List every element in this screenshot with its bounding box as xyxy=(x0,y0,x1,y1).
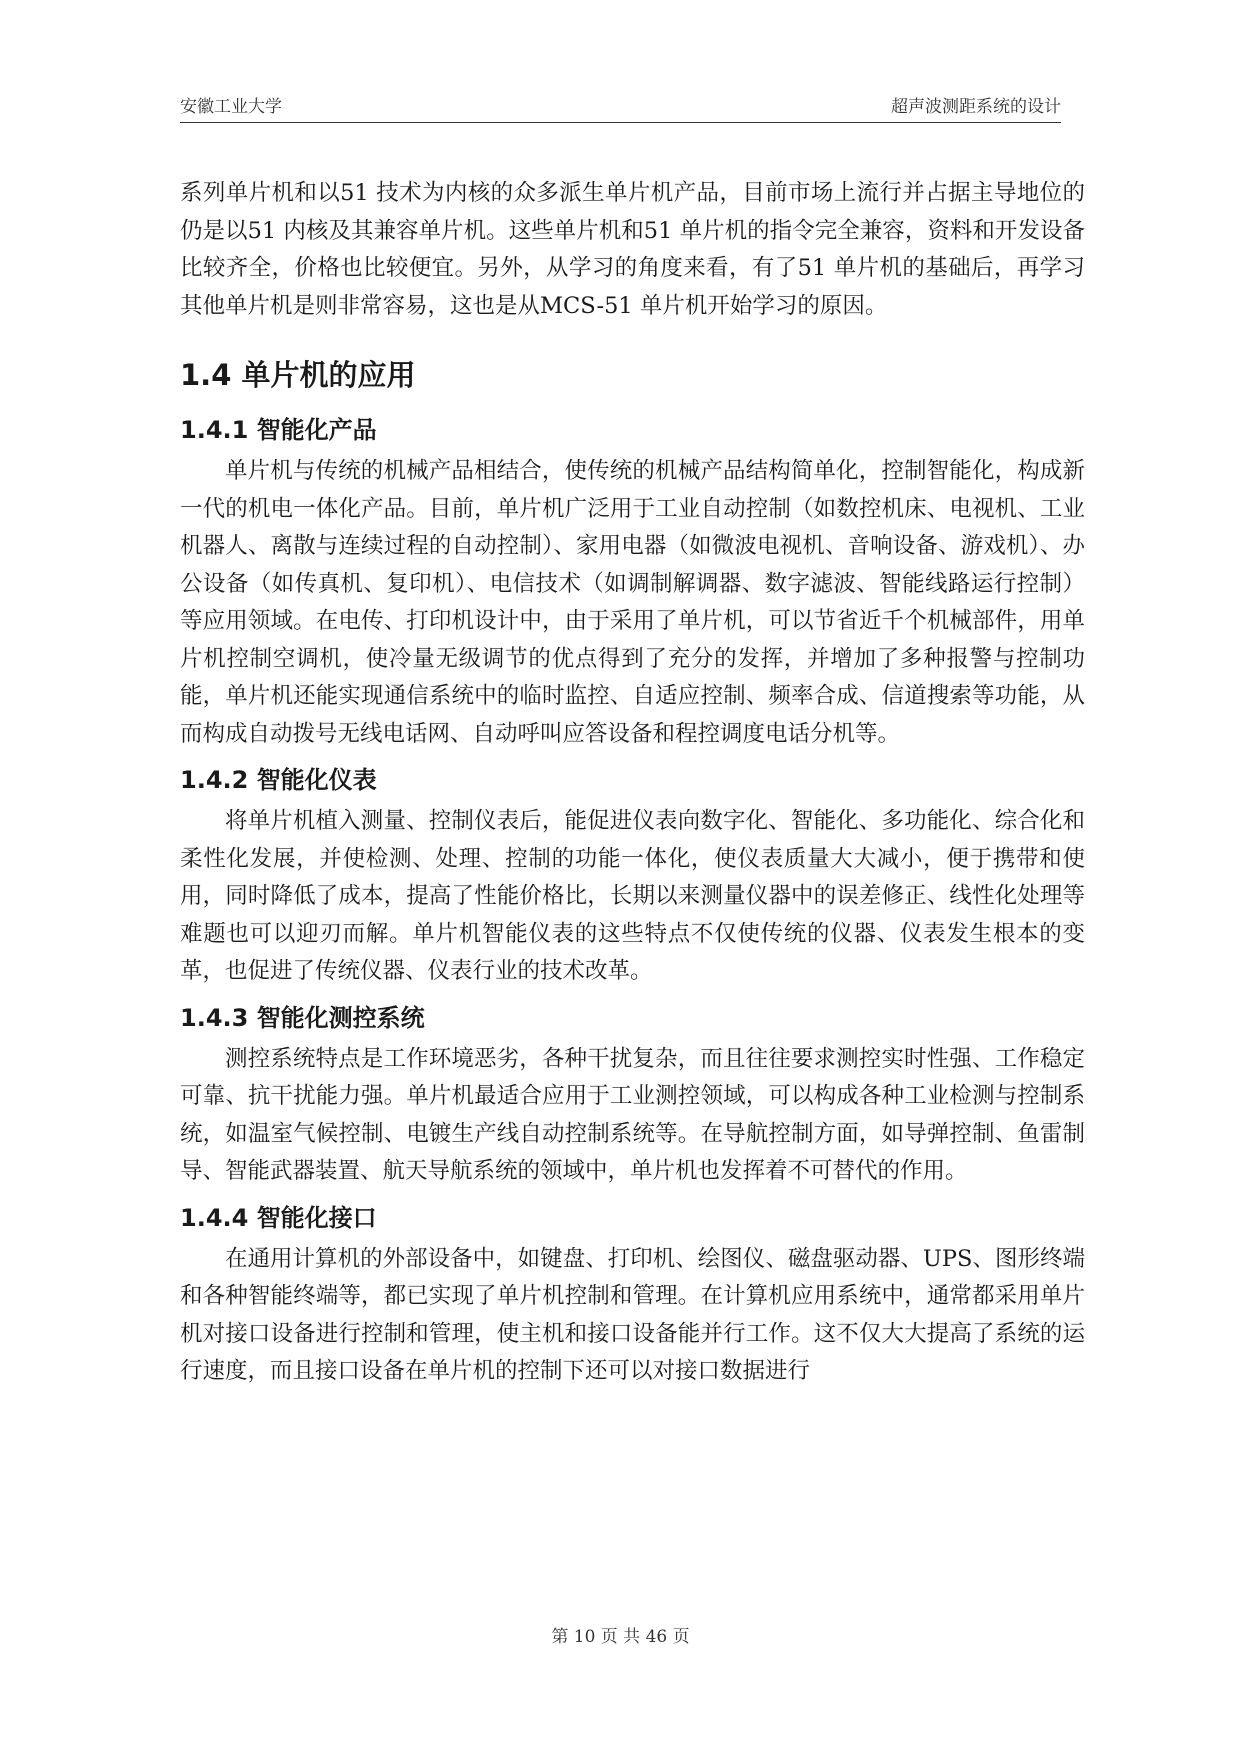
header-thesis-title: 超声波测距系统的设计 xyxy=(891,97,1061,117)
subsection-body-3: 测控系统特点是工作环境恶劣，各种干扰复杂，而且往往要求测控实时性强、工作稳定可靠、抗干扰能力强。单片机最适合应用于工业测控领域，可以构成各种工业检测与控制系统，如温室气候控制、电镀生产线自动控制系统等。在导航控制方面，如导弹控制、鱼雷制导、智能武器装置、航天导航系统的领域中，单片机也发挥着不可替代的作用。 xyxy=(180,1045,1085,1184)
header-university: 安徽工业大学 xyxy=(180,97,282,117)
subsection-title-4: 1.4.4 智能化接口 xyxy=(180,1203,377,1232)
subsection-body-1: 单片机与传统的机械产品相结合，使传统的机械产品结构简单化，控制智能化，构成新一代的机电一体化产品。目前，单片机广泛用于工业自动控制（如数控机床、电视机、工业机器人、离散与连续过程的自动控制）、家用电器（如微波电视机、音响设备、游戏机）、办公设备（如传真机、复印机）、电信技术（如调制解调器、数字滤波、智能线路运行控制）等应用领域。在电传、打印机设计中，由于采用了单片机，可以节省近千个机械部件，用单片机控制空调机，使冷量无级调节的优点得到了充分的发挥，并增加了多种报警与控制功能，单片机还能实现通信系统中的临时监控、自适应控制、频率合成、信道搜索等功能，从而构成自动拨号无线电话网、自动呼叫应答设备和程控调度电话分机等。 xyxy=(180,458,1085,747)
page-content xyxy=(180,175,1085,1391)
subsection-title-2: 1.4.2 智能化仪表 xyxy=(180,766,377,794)
subsection-body-4: 在通用计算机的外部设备中，如键盘、打印机、绘图仪、磁盘驱动器、UPS、图形终端和各种智能终端等，都已实现了单片机控制和管理。在计算机应用系统中，通常都采用单片机对接口设备进行控制和管理，使主机和接口设备能并行工作。这不仅大大提高了系统的运行速度，而且接口设备在单片机的控制下还可以对接口数据进行 xyxy=(180,1245,1085,1384)
subsection-title-3: 1.4.3 智能化测控系统 xyxy=(180,1003,425,1032)
subsection-body-2: 将单片机植入测量、控制仪表后，能促进仪表向数字化、智能化、多功能化、综合化和柔性化发展，并使检测、处理、控制的功能一体化，使仪表质量大大减小，便于携带和使用，同时降低了成本，提高了性能价格比，长期以来测量仪器中的误差修正、线性化处理等难题也可以迎刃而解。单片机智能仪表的这些特点不仅使传统的仪器、仪表发生根本的变革，也促进了传统仪器、仪表行业的技术改革。 xyxy=(180,808,1085,984)
intro-paragraph: 系列单片机和以51 技术为内核的众多派生单片机产品，目前市场上流行并占据主导地位的仍是以51 内核及其兼容单片机。这些单片机和51 单片机的指令完全兼容，资料和开发设备比较齐全，价格也比较便宜。另外，从学习的角度来看，有了51 单片机的基础后，再学习其他单片机是则非常容易，这也是从MCS-51 单片机开始学习的原因。 xyxy=(180,180,1085,319)
section-title: 1.4 单片机的应用 xyxy=(180,358,416,392)
page-footer: 第 10 页 共 46 页 xyxy=(551,1627,690,1647)
page-header xyxy=(180,92,1061,123)
subsection-title-1: 1.4.1 智能化产品 xyxy=(180,416,377,444)
